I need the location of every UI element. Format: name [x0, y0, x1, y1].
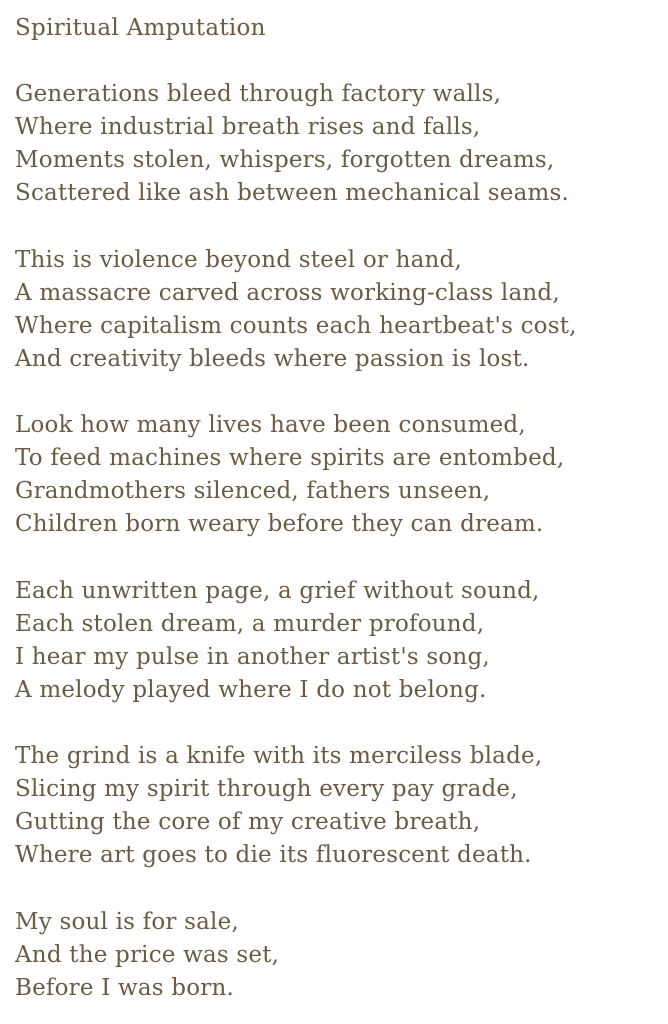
stanza-5 [15, 740, 542, 872]
stanza-4 [15, 575, 540, 707]
stanza-6 [15, 906, 279, 1005]
poem-line: And the price was set, [15, 942, 280, 968]
poem-line: Generations bleed through factory walls, [15, 81, 502, 107]
poem-line: Look how many lives have been consumed, [15, 412, 526, 438]
poem-line: Gutting the core of my creative breath, [15, 809, 481, 835]
stanza-2 [15, 244, 577, 376]
poem-line: Each stolen dream, a murder profound, [15, 611, 485, 637]
poem-line: Scattered like ash between mechanical seams. [15, 180, 570, 206]
poem-line: Where art goes to die its fluorescent death. [15, 842, 532, 868]
poem-line: Where industrial breath rises and falls, [15, 114, 481, 140]
poem-line: And creativity bleeds where passion is lost. [15, 346, 530, 372]
poem-line: A massacre carved across working-class land, [15, 280, 560, 306]
poem-line: Slicing my spirit through every pay grade, [15, 776, 518, 802]
poem-line: This is violence beyond steel or hand, [15, 247, 462, 273]
poem-line: Each unwritten page, a grief without sound, [15, 578, 540, 604]
poem-line: To feed machines where spirits are entombed, [15, 445, 565, 471]
poem-title: Spiritual Amputation [15, 15, 266, 41]
poem-line: The grind is a knife with its merciless blade, [15, 743, 543, 769]
poem-line: My soul is for sale, [15, 909, 239, 935]
poem-line: Moments stolen, whispers, forgotten dreams, [15, 147, 555, 173]
poem-line: Before I was born. [15, 975, 234, 1001]
poem-line: I hear my pulse in another artist's song, [15, 644, 490, 670]
poem-line: Children born weary before they can dream. [15, 511, 544, 537]
stanza-1 [15, 78, 569, 210]
poem-line: A melody played where I do not belong. [15, 677, 487, 703]
poem-line: Where capitalism counts each heartbeat's cost, [15, 313, 577, 339]
stanza-3 [15, 409, 564, 541]
poem-line: Grandmothers silenced, fathers unseen, [15, 478, 491, 504]
